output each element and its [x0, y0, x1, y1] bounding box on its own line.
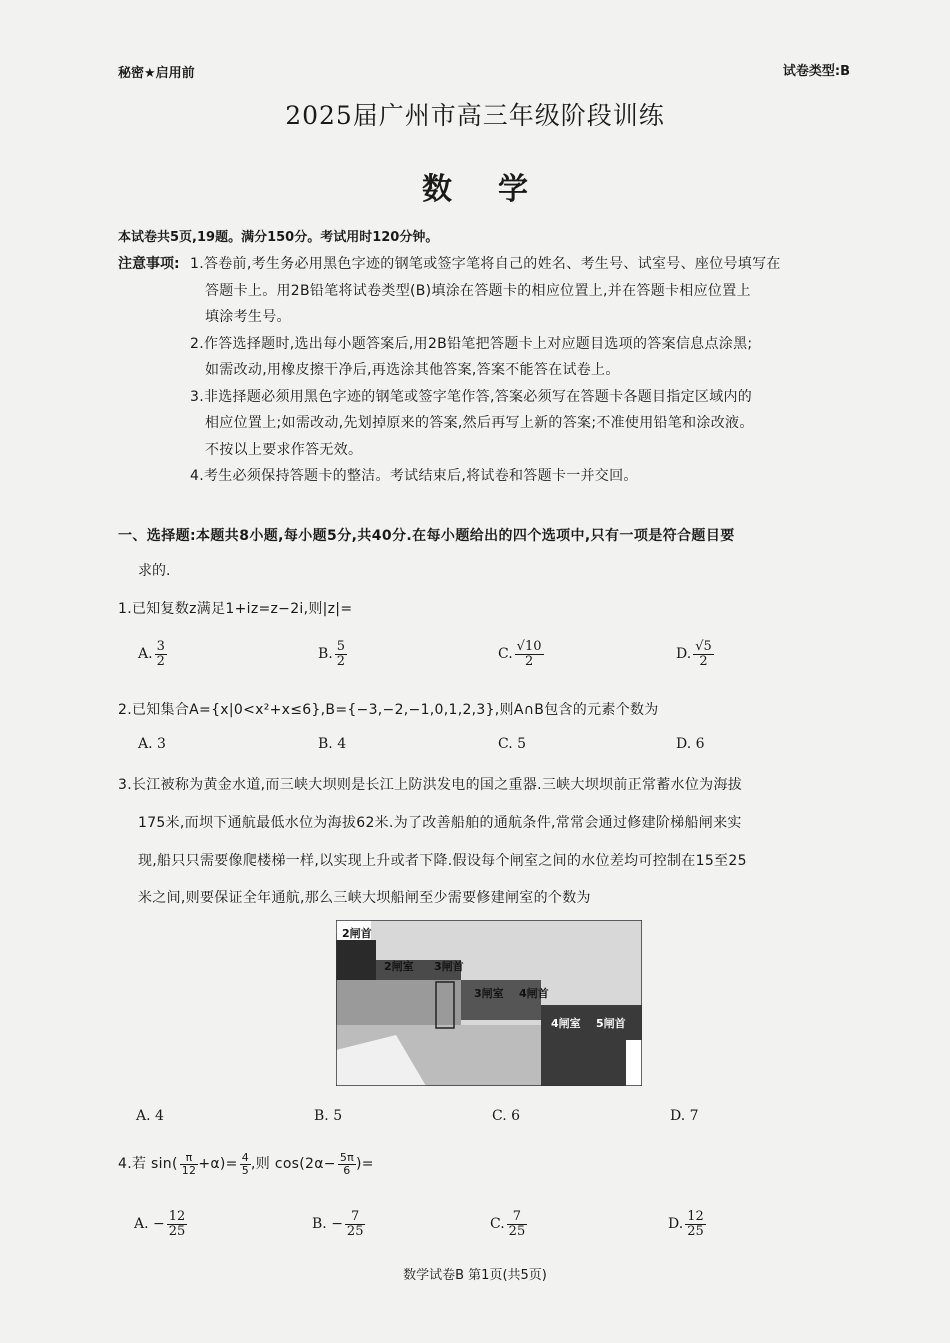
confidential-label: 秘密★启用前: [118, 66, 195, 81]
notice-line-2: 答题卡上。用2B铅笔将试卷类型(B)填涂在答题卡的相应位置上,并在答题卡相应位置上: [205, 283, 751, 299]
label-lock-head-5: 5闸首: [596, 1017, 626, 1030]
question-3-line-2: 175米,而坝下通航最低水位为海拔62米.为了改善船舶的通航条件,常常会通过修建阶梯船闸来实: [138, 815, 742, 831]
q3-option-b: B. 5: [314, 1108, 343, 1124]
notice-line-7: 相应位置上;如需改动,先划掉原来的答案,然后再写上新的答案;不准使用铅笔和涂改液。: [205, 415, 754, 431]
notice-line-3: 填涂考生号。: [205, 309, 291, 325]
question-4-stem: 4.若 sin( $\frac{\pi}{12}$ +α)= $\frac{4}{5}$ ,则 cos(2α− $\frac{5\pi}{6}$ )=: [118, 1151, 374, 1177]
section-heading: 一、选择题:本题共8小题,每小题5分,共40分.在每小题给出的四个选项中,只有一项是符合题目要: [118, 528, 735, 544]
q2-option-a: A. 3: [138, 736, 166, 752]
lock-chamber-3-block: [461, 980, 541, 1020]
q2-option-c: C. 5: [498, 736, 527, 752]
q3-option-d: D. 7: [670, 1108, 699, 1124]
question-3-line-3: 现,船只只需要像爬楼梯一样,以实现上升或者下降.假设每个闸室之间的水位差均可控制在15至25: [138, 853, 747, 869]
q1-option-a: A. $\frac{3}{2}$: [138, 639, 165, 669]
notice-line-4: 2.作答选择题时,选出每小题答案后,用2B铅笔把答题卡上对应题目选项的答案信息点涂黑;: [190, 336, 753, 352]
ship-lock-figure: [336, 920, 642, 1086]
paper-type-label: 试卷类型:B: [782, 64, 850, 79]
page-footer: 数学试卷B 第1页(共5页): [403, 1268, 547, 1283]
q2-option-b: B. 4: [318, 736, 347, 752]
q3-option-c: C. 6: [492, 1108, 521, 1124]
subject-title: 数学: [422, 172, 574, 207]
question-3-line-1: 3.长江被称为黄金水道,而三峡大坝则是长江上防洪发电的国之重器.三峡大坝坝前正常蓄水位为海拔: [118, 777, 743, 793]
label-lock-chamber-2: 2闸室: [384, 960, 414, 973]
notice-line-9: 4.考生必须保持答题卡的整洁。考试结束后,将试卷和答题卡一并交回。: [190, 468, 638, 484]
q4-option-d: D. $\frac{12}{25}$: [668, 1209, 704, 1239]
question-1-stem: 1.已知复数z满足1+iz=z−2i,则|z|=: [118, 601, 353, 617]
q4-option-b: B. − $\frac{7}{25}$: [312, 1209, 364, 1239]
label-lock-chamber-4: 4闸室: [551, 1017, 581, 1030]
label-lock-head-3: 3闸首: [434, 960, 464, 973]
notice-label: 注意事项:: [118, 256, 180, 272]
label-lock-head-4: 4闸首: [519, 987, 549, 1000]
q4-option-a: A. − $\frac{12}{25}$: [134, 1209, 186, 1239]
notice-line-6: 3.非选择题必须用黑色字迹的钢笔或签字笔作答,答案必须写在答题卡各题目指定区域内的: [190, 389, 753, 405]
notice-line-5: 如需改动,用橡皮擦干净后,再选涂其他答案,答案不能答在试卷上。: [205, 362, 620, 378]
question-2-stem: 2.已知集合A={x|0<x²+x≤6},B={−3,−2,−1,0,1,2,3},则A∩B包含的元素个数为: [118, 702, 659, 718]
q1-option-c: C. $\frac{√10}{2}$: [498, 639, 542, 669]
lock-head-2-block: [336, 940, 376, 980]
notice-line-8: 不按以上要求作答无效。: [205, 442, 363, 458]
question-3-line-4: 米之间,则要保证全年通航,那么三峡大坝船闸至少需要修建闸室的个数为: [138, 890, 591, 906]
q2-option-d: D. 6: [676, 736, 705, 752]
exam-intro: 本试卷共5页,19题。满分150分。考试用时120分钟。: [118, 230, 439, 245]
label-lock-chamber-3: 3闸室: [474, 987, 504, 1000]
section-heading-cont: 求的.: [138, 563, 171, 579]
q3-option-a: A. 4: [136, 1108, 164, 1124]
exam-title: 2025届广州市高三年级阶段训练: [285, 101, 665, 130]
notice-line-1: 1.答卷前,考生务必用黑色字迹的钢笔或签字笔将自己的姓名、考生号、试室号、座位号填写在: [190, 256, 781, 272]
q1-option-d: D. $\frac{√5}{2}$: [676, 639, 712, 669]
q1-option-b: B. $\frac{5}{2}$: [318, 639, 346, 669]
q4-option-c: C. $\frac{7}{25}$: [490, 1209, 526, 1239]
label-lock-head-2: 2闸首: [342, 927, 372, 940]
